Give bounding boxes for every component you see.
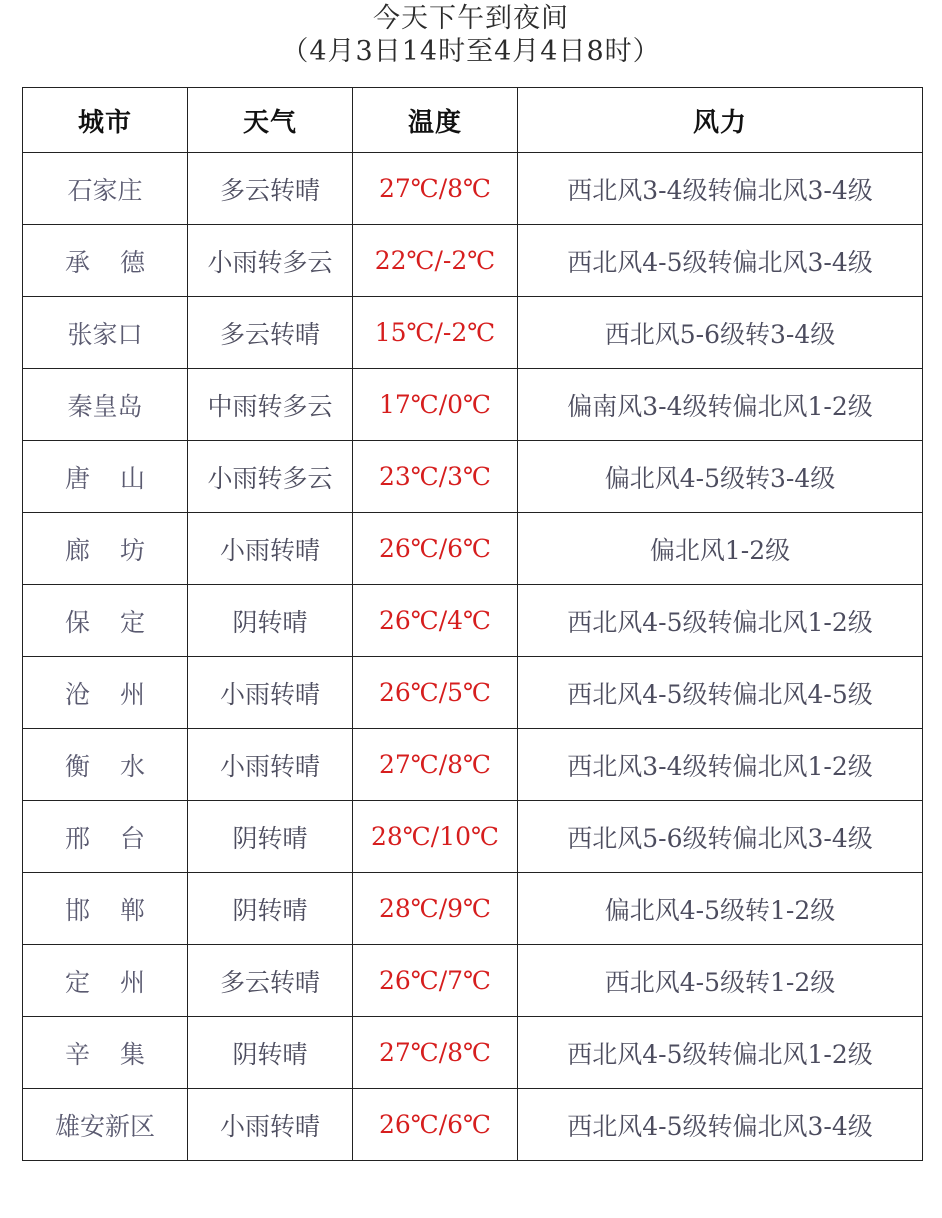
wind-cell: 西北风5-6级转3-4级 xyxy=(518,297,923,369)
city-cell: 秦皇岛 xyxy=(23,369,188,441)
temperature-cell: 17℃/0℃ xyxy=(353,369,518,441)
city-cell: 保定 xyxy=(23,585,188,657)
city-cell: 邢台 xyxy=(23,801,188,873)
weather-cell: 多云转晴 xyxy=(188,153,353,225)
temperature-cell: 27℃/8℃ xyxy=(353,729,518,801)
city-cell: 辛集 xyxy=(23,1017,188,1089)
table-row xyxy=(23,729,923,801)
city-cell: 雄安新区 xyxy=(23,1089,188,1161)
city-cell: 承德 xyxy=(23,225,188,297)
table-row xyxy=(23,153,923,225)
table-row xyxy=(23,513,923,585)
temperature-cell: 22℃/-2℃ xyxy=(353,225,518,297)
wind-cell: 西北风3-4级转偏北风1-2级 xyxy=(518,729,923,801)
temperature-cell: 26℃/6℃ xyxy=(353,513,518,585)
temperature-cell: 28℃/10℃ xyxy=(353,801,518,873)
table-row xyxy=(23,1089,923,1161)
wind-cell: 西北风4-5级转偏北风3-4级 xyxy=(518,225,923,297)
weather-cell: 阴转晴 xyxy=(188,585,353,657)
wind-cell: 偏北风4-5级转1-2级 xyxy=(518,873,923,945)
table-row xyxy=(23,1017,923,1089)
table-row xyxy=(23,441,923,513)
wind-cell: 西北风5-6级转偏北风3-4级 xyxy=(518,801,923,873)
weather-cell: 小雨转晴 xyxy=(188,513,353,585)
title-line-1: 今天下午到夜间 xyxy=(373,3,569,34)
wind-cell: 西北风4-5级转偏北风1-2级 xyxy=(518,1017,923,1089)
weather-cell: 中雨转多云 xyxy=(188,369,353,441)
header-wind: 风力 xyxy=(518,88,923,153)
wind-cell: 西北风4-5级转1-2级 xyxy=(518,945,923,1017)
city-cell: 石家庄 xyxy=(23,153,188,225)
header-city: 城市 xyxy=(23,88,188,153)
wind-cell: 西北风4-5级转偏北风3-4级 xyxy=(518,1089,923,1161)
header-weather: 天气 xyxy=(188,88,353,153)
table-header-row xyxy=(23,88,923,153)
temperature-cell: 27℃/8℃ xyxy=(353,153,518,225)
wind-cell: 西北风3-4级转偏北风3-4级 xyxy=(518,153,923,225)
wind-cell: 西北风4-5级转偏北风1-2级 xyxy=(518,585,923,657)
temperature-cell: 26℃/7℃ xyxy=(353,945,518,1017)
weather-cell: 小雨转晴 xyxy=(188,1089,353,1161)
weather-cell: 阴转晴 xyxy=(188,873,353,945)
table-row xyxy=(23,945,923,1017)
table-row xyxy=(23,225,923,297)
weather-cell: 小雨转晴 xyxy=(188,729,353,801)
table-row xyxy=(23,369,923,441)
wind-cell: 偏南风3-4级转偏北风1-2级 xyxy=(518,369,923,441)
weather-cell: 阴转晴 xyxy=(188,1017,353,1089)
table-row xyxy=(23,801,923,873)
city-cell: 张家口 xyxy=(23,297,188,369)
wind-cell: 偏北风1-2级 xyxy=(518,513,923,585)
temperature-cell: 23℃/3℃ xyxy=(353,441,518,513)
table-row xyxy=(23,657,923,729)
table-row xyxy=(23,873,923,945)
weather-cell: 阴转晴 xyxy=(188,801,353,873)
weather-cell: 小雨转多云 xyxy=(188,225,353,297)
temperature-cell: 26℃/6℃ xyxy=(353,1089,518,1161)
temperature-cell: 28℃/9℃ xyxy=(353,873,518,945)
city-cell: 廊坊 xyxy=(23,513,188,585)
weather-cell: 多云转晴 xyxy=(188,945,353,1017)
table-row xyxy=(23,297,923,369)
city-cell: 定州 xyxy=(23,945,188,1017)
title-line-2: （4月3日14时至4月4日8时） xyxy=(281,36,661,67)
table-row xyxy=(23,585,923,657)
city-cell: 沧州 xyxy=(23,657,188,729)
weather-cell: 多云转晴 xyxy=(188,297,353,369)
wind-cell: 偏北风4-5级转3-4级 xyxy=(518,441,923,513)
header-temperature: 温度 xyxy=(353,88,518,153)
weather-cell: 小雨转多云 xyxy=(188,441,353,513)
temperature-cell: 27℃/8℃ xyxy=(353,1017,518,1089)
weather-cell: 小雨转晴 xyxy=(188,657,353,729)
weather-forecast-table xyxy=(22,87,923,1161)
city-cell: 邯郸 xyxy=(23,873,188,945)
temperature-cell: 15℃/-2℃ xyxy=(353,297,518,369)
city-cell: 唐山 xyxy=(23,441,188,513)
temperature-cell: 26℃/5℃ xyxy=(353,657,518,729)
temperature-cell: 26℃/4℃ xyxy=(353,585,518,657)
document-title xyxy=(0,2,942,68)
table-body xyxy=(23,153,923,1161)
wind-cell: 西北风4-5级转偏北风4-5级 xyxy=(518,657,923,729)
city-cell: 衡水 xyxy=(23,729,188,801)
